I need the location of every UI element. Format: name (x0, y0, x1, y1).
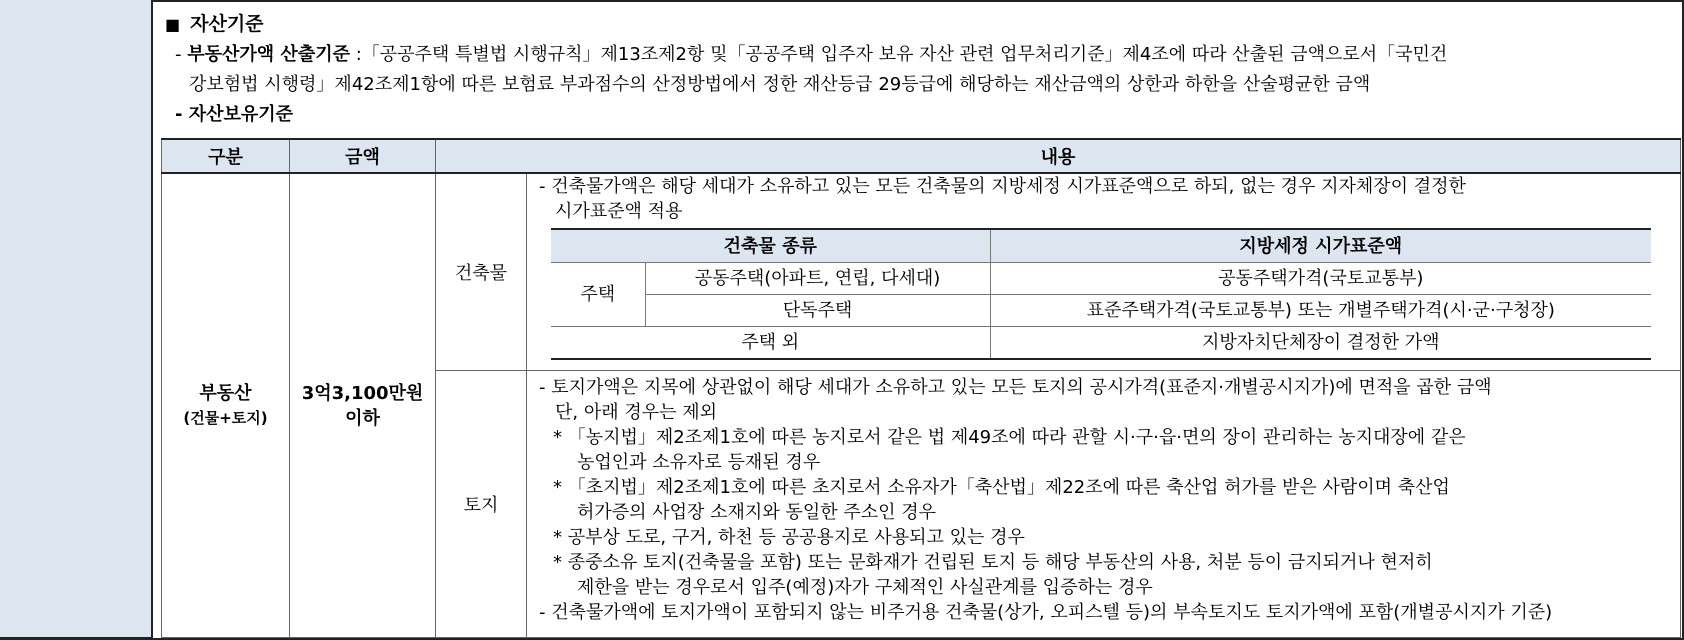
land-exception-2-line-2: 허가증의 사업장 소재지와 동일한 주소인 경우 (577, 501, 936, 523)
header-content: 내용 (436, 139, 1681, 173)
land-label: 토지 (436, 370, 527, 638)
header-amount: 금액 (290, 139, 436, 173)
asset-criteria-table (161, 138, 1681, 638)
building-value-table (551, 228, 1651, 360)
land-exception: * 공부상 도로, 구거, 하천 등 공공용지로 사용되고 있는 경우 (553, 526, 1025, 548)
amount-cell (290, 173, 436, 638)
criteria-paragraph (175, 40, 1675, 100)
land-intro-line-1: - 토지가액은 지목에 상관없이 해당 세대가 소유하고 있는 모든 토지의 공시가격(표준지·개별공시지가)에 면적을 곱한 금액 (539, 376, 1492, 398)
land-exception-4-line-2: 제한을 받는 경우로서 입주(예정)자가 구체적인 사실관계를 입증하는 경우 (577, 576, 1153, 598)
building-type: 단독주택 (645, 295, 990, 327)
criteria-line-1: - 부동산가액 산출기준 :「공공주택 특별법 시행규칙」제13조제2항 및「공공주택 입주자 보유 자산 관련 업무처리기준」제4조에 따라 산출된 금액으로서「국민건 (175, 44, 1448, 65)
category-subtext: (건물+토지) (183, 408, 268, 427)
section-heading-text: 자산기준 (190, 13, 264, 35)
building-row (162, 173, 1681, 370)
left-margin-column (0, 0, 153, 639)
building-label: 건축물 (436, 173, 527, 370)
criteria-text-2: 강보험법 시행령」제42조제1항에 따른 보험료 부과점수의 산정방법에서 정한 재산등급 29등급에 해당하는 재산금액의 상한과 하한을 산술평균한 금액 (189, 74, 1371, 95)
building-desc-line-2: 시가표준액 적용 (555, 201, 683, 222)
land-exception (539, 550, 1670, 600)
land-description (527, 370, 1681, 638)
table-header-row (162, 139, 1681, 173)
building-desc-text (539, 174, 1670, 224)
land-intro-line-2: 단, 아래 경우는 제외 (555, 401, 717, 423)
table-row (551, 327, 1651, 360)
criteria-label: 부동산가액 산출기준 (187, 44, 350, 65)
table-row (551, 263, 1651, 295)
building-value: 표준주택가격(국토교통부) 또는 개별주택가격(시·군·구청장) (990, 295, 1651, 327)
table-row (551, 295, 1651, 327)
building-type-other: 주택 외 (551, 327, 990, 360)
ownership-criteria-label: - 자산보유기준 (175, 104, 294, 125)
section-heading (165, 9, 264, 36)
building-description (527, 173, 1681, 370)
housing-label: 주택 (551, 263, 645, 327)
building-desc-line-1: - 건축물가액은 해당 세대가 소유하고 있는 모든 건축물의 지방세정 시가표준액으로 하되, 없는 경우 지자체장이 결정한 (539, 176, 1466, 197)
header-category: 구분 (162, 139, 290, 173)
category-cell (162, 173, 290, 638)
building-value-other: 지방자치단체장이 결정한 가액 (990, 327, 1651, 360)
building-type: 공동주택(아파트, 연립, 다세대) (645, 263, 990, 295)
land-exception (539, 425, 1670, 475)
category-text: 부동산 (199, 382, 252, 404)
land-note: - 건축물가액에 토지가액이 포함되지 않는 비주거용 건축물(상가, 오피스텔 등)의 부속토지도 토지가액에 포함(개별공시지가 기준) (539, 601, 1553, 623)
land-exception-1-line-2: 농업인과 소유자로 등재된 경우 (577, 451, 821, 473)
building-value: 공동주택가격(국토교통부) (990, 263, 1651, 295)
land-exception-4-line-1: * 종중소유 토지(건축물을 포함) 또는 문화재가 건립된 토지 등 해당 부동산의 사용, 처분 등이 금지되거나 현저히 (553, 551, 1433, 573)
land-exception (539, 475, 1670, 525)
amount-value: 3억3,100만원 (301, 382, 424, 404)
land-exception-1-line-1: * 「농지법」제2조제1호에 따른 농지로서 같은 법 제49조에 따라 관할 시·구·읍·면의 장이 관리하는 농지대장에 같은 (553, 426, 1466, 448)
land-exception-2-line-1: * 「초지법」제2조제1호에 따른 초지로서 소유자가「축산법」제22조에 따른 축산업 허가를 받은 사람이며 축산업 (553, 476, 1450, 498)
amount-qualifier: 이하 (345, 407, 380, 429)
inner-header-value: 지방세정 시가표준액 (990, 229, 1651, 263)
inner-header-row (551, 229, 1651, 263)
inner-header-type: 건축물 종류 (551, 229, 990, 263)
criteria-text-1: :「공공주택 특별법 시행규칙」제13조제2항 및「공공주택 입주자 보유 자산 관련 업무처리기준」제4조에 따라 산출된 금액으로서「국민건 (349, 44, 1448, 65)
content-area (153, 0, 1682, 640)
land-intro (539, 375, 1670, 425)
black-square-icon: ■ (165, 15, 181, 34)
